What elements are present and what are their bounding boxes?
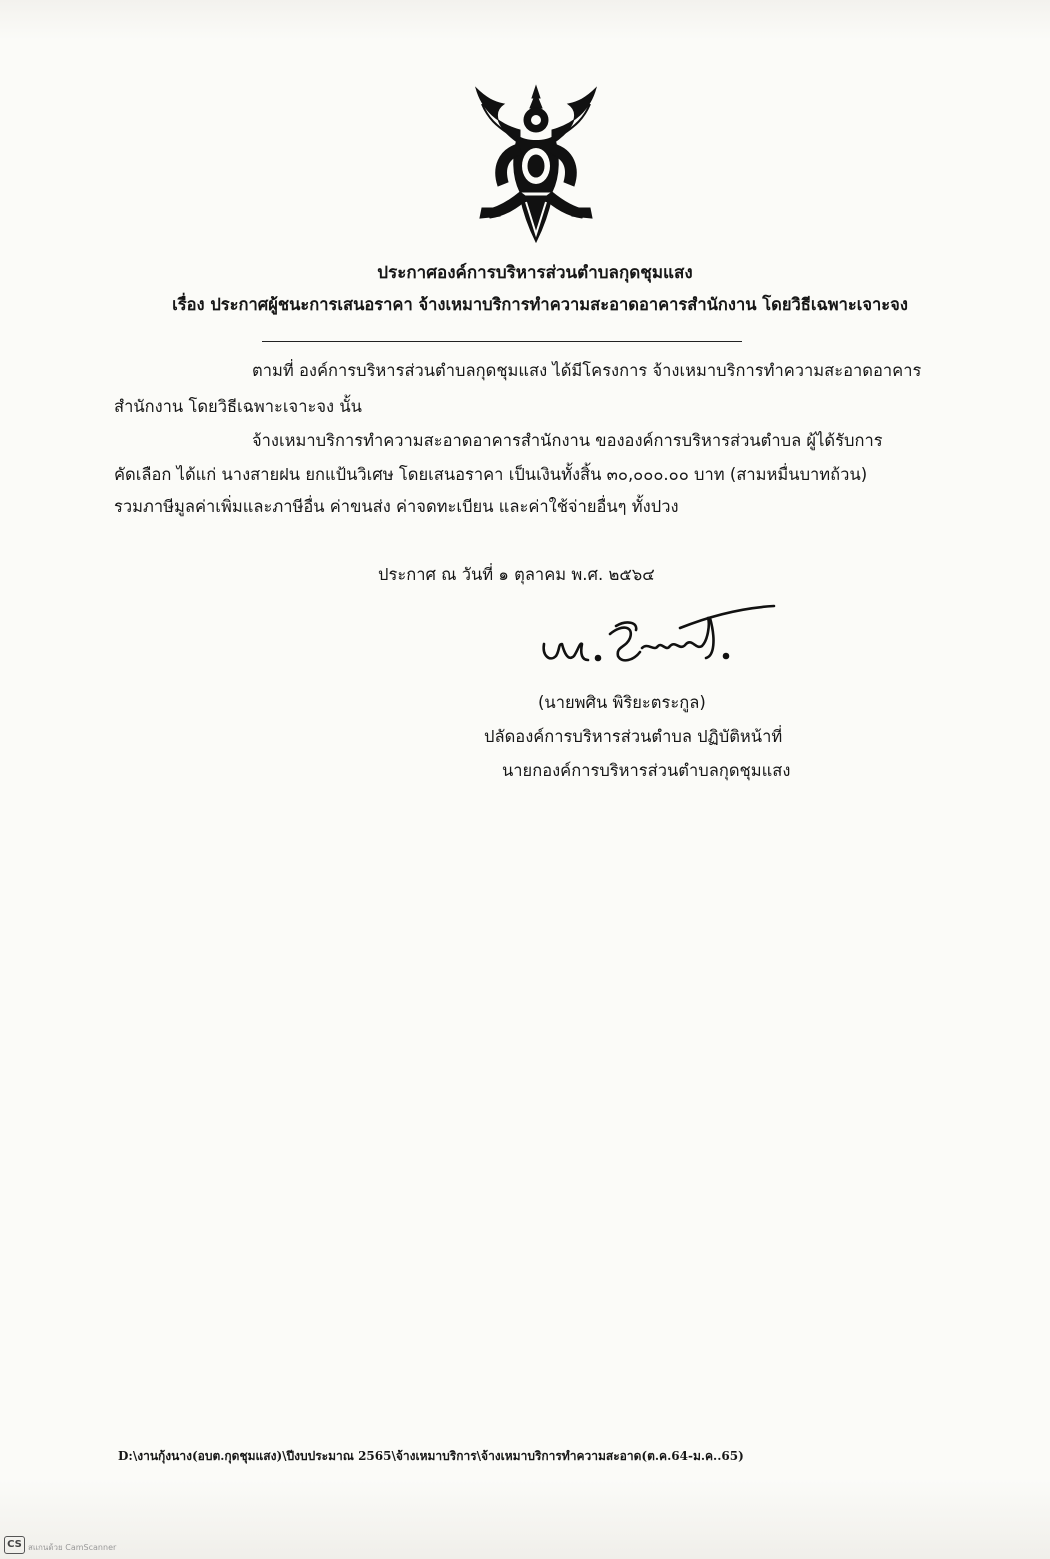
title-divider xyxy=(262,341,742,342)
announcement-title: ประกาศองค์การบริหารส่วนตำบลกุดชุมแสง xyxy=(377,263,693,283)
paragraph2-line3: รวมภาษีมูลค่าเพิ่มและภาษีอื่น ค่าขนส่ง ค่าจดทะเบียน และค่าใช้จ่ายอื่นๆ ทั้งปวง xyxy=(114,497,679,516)
handwritten-signature xyxy=(530,600,780,680)
paragraph2-line1: จ้างเหมาบริการทำความสะอาดอาคารสำนักงาน ขององค์การบริหารส่วนตำบล ผู้ได้รับการ xyxy=(252,431,883,450)
signatory-position-2: นายกองค์การบริหารส่วนตำบลกุดชุมแสง xyxy=(502,761,791,780)
paragraph1-line1: ตามที่ องค์การบริหารส่วนตำบลกุดชุมแสง ได้มีโครงการ จ้างเหมาบริการทำความสะอาดอาคาร xyxy=(252,361,922,380)
paragraph1-line2: สำนักงาน โดยวิธีเฉพาะเจาะจง นั้น xyxy=(114,397,362,416)
camscanner-badge: CS xyxy=(4,1536,25,1554)
signatory-position-1: ปลัดองค์การบริหารส่วนตำบล ปฏิบัติหน้าที่ xyxy=(484,727,783,746)
announcement-subject: เรื่อง ประกาศผู้ชนะการเสนอราคา จ้างเหมาบริการทำความสะอาดอาคารสำนักงาน โดยวิธีเฉพาะเจาะจง xyxy=(172,295,908,314)
announcement-date: ประกาศ ณ วันที่ ๑ ตุลาคม พ.ศ. ๒๕๖๔ xyxy=(378,565,655,584)
footer-file-path: D:\งานกุ้งนาง(อบต.กุดชุมแสง)\ปีงบประมาณ 2565\จ้างเหมาบริการ\จ้างเหมาบริการทำความสะอาด(ต.ค.64-ม.ค..65) xyxy=(118,1449,744,1463)
paragraph2-line2: คัดเลือก ได้แก่ นางสายฝน ยกแป้นวิเศษ โดยเสนอราคา เป็นเงินทั้งสิ้น ๓๐,๐๐๐.๐๐ บาท (สามหมื่นบาทถ้วน) xyxy=(114,465,868,484)
signatory-name: (นายพศิน พิริยะตระกูล) xyxy=(538,693,706,712)
garuda-emblem-icon xyxy=(468,84,604,244)
camscanner-label: สแกนด้วย CamScanner xyxy=(28,1543,117,1552)
